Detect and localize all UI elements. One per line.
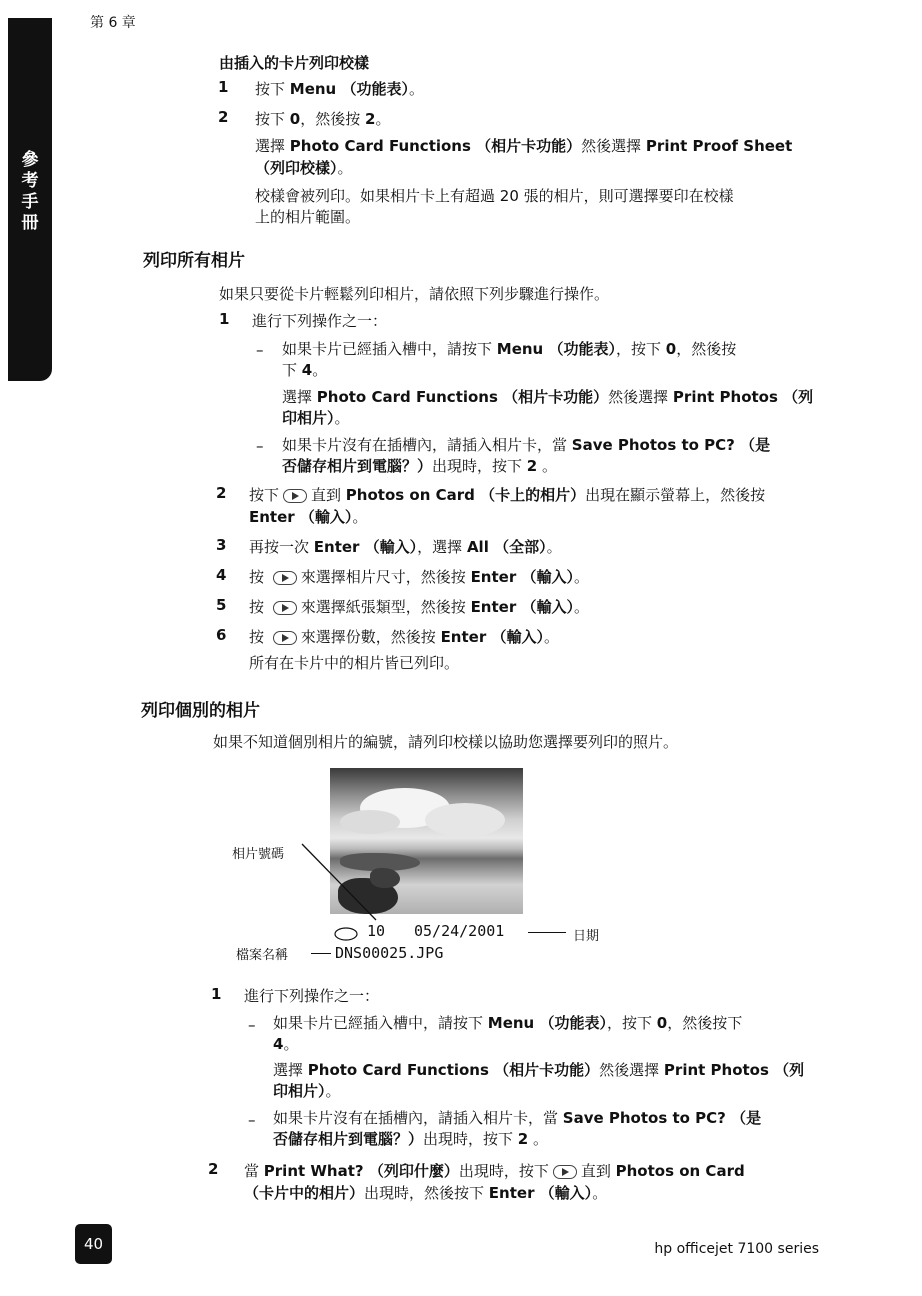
option-text: 4。: [273, 1035, 299, 1053]
section-intro: 如果只要從卡片輕鬆列印相片，請依照下列步驟進行操作。: [219, 285, 610, 303]
option-text: 如果卡片沒有在插槽內，請插入相片卡，當 Save Photos to PC? （是: [282, 436, 771, 454]
step-number: 2: [218, 108, 229, 126]
section-intro: 如果不知道個別相片的編號，請列印校樣以協助您選擇要列印的照片。: [213, 733, 679, 751]
select-circle-icon: [333, 925, 361, 943]
step-text: 按 來選擇紙張類型，然後按 Enter （輸入）。: [249, 598, 589, 616]
date-pointer-line: [528, 932, 566, 933]
footer-product-name: hp officejet 7100 series: [654, 1241, 819, 1257]
option-detail: 選擇 Photo Card Functions （相片卡功能）然後選擇 Print Photos （列: [282, 388, 814, 406]
step-detail: 選擇 Photo Card Functions （相片卡功能）然後選擇 Print Proof Sheet: [255, 137, 793, 155]
step-text: 再按一次 Enter （輸入），選擇 All （全部）。: [249, 538, 562, 556]
step-text: 按下 0，然後按 2。: [255, 110, 391, 128]
option-detail: 印相片）。: [273, 1082, 341, 1100]
section-heading-all: 列印所有相片: [143, 251, 245, 271]
option-text: 否儲存相片到電腦？）出現時，按下 2 。: [273, 1130, 549, 1148]
right-arrow-button-icon: [273, 631, 297, 645]
bullet-dash: –: [248, 1111, 256, 1129]
step-number: 2: [216, 484, 227, 502]
bullet-dash: –: [256, 437, 264, 455]
right-arrow-button-icon: [553, 1165, 577, 1179]
step-number: 1: [218, 78, 229, 96]
step-number: 1: [211, 985, 222, 1003]
photo-number-pointer-line: [296, 840, 386, 930]
step-number: 6: [216, 626, 227, 644]
step-number: 5: [216, 596, 227, 614]
option-detail: 選擇 Photo Card Functions （相片卡功能）然後選擇 Print Photos （列: [273, 1061, 805, 1079]
section-heading-individual: 列印個別的相片: [141, 701, 260, 721]
side-tab-label: 參考手冊: [21, 150, 39, 233]
step-number: 1: [219, 310, 230, 328]
step-text: 進行下列操作之一：: [244, 987, 380, 1005]
label-filename: 檔案名稱: [236, 948, 289, 963]
photo-number-value: 10: [367, 922, 386, 940]
option-text: 如果卡片已經插入槽中，請按下 Menu （功能表），按下 0，然後按: [282, 340, 737, 358]
filename-pointer-line: [311, 953, 331, 954]
option-text: 否儲存相片到電腦？）出現時，按下 2 。: [282, 457, 558, 475]
option-text: 如果卡片已經插入槽中，請按下 Menu （功能表），按下 0，然後按下: [273, 1014, 743, 1032]
option-detail: 印相片）。: [282, 409, 350, 427]
step-text: 按下 直到 Photos on Card （卡上的相片）出現在顯示螢幕上，然後按: [249, 486, 766, 504]
step-text: 當 Print What? （列印什麼）出現時，按下 直到 Photos on Card: [244, 1162, 745, 1180]
step-number: 4: [216, 566, 227, 584]
step-note: 上的相片範圍。: [255, 208, 361, 226]
photo-date-value: 05/24/2001: [414, 922, 505, 940]
step-text: 進行下列操作之一：: [252, 312, 388, 330]
step-number: 2: [208, 1160, 219, 1178]
section-heading-proof: 由插入的卡片列印校樣: [219, 54, 370, 72]
step-text: （卡片中的相片）出現時，然後按下 Enter （輸入）。: [244, 1184, 608, 1202]
step-text: 按下 Menu （功能表）。: [255, 80, 424, 98]
option-text: 如果卡片沒有在插槽內，請插入相片卡，當 Save Photos to PC? （是: [273, 1109, 762, 1127]
step-text: 按 來選擇份數，然後按 Enter （輸入）。: [249, 628, 559, 646]
step-note: 所有在卡片中的相片皆已列印。: [249, 654, 460, 672]
filename-value: DNS00025.JPG: [335, 944, 444, 962]
right-arrow-button-icon: [283, 489, 307, 503]
right-arrow-button-icon: [273, 571, 297, 585]
right-arrow-button-icon: [273, 601, 297, 615]
bullet-dash: –: [248, 1016, 256, 1034]
bullet-dash: –: [256, 341, 264, 359]
label-photo-number: 相片號碼: [232, 847, 285, 862]
option-text: 下 4。: [282, 361, 328, 379]
label-date: 日期: [573, 929, 600, 944]
step-detail: （列印校樣）。: [255, 159, 353, 177]
step-text: 按 來選擇相片尺寸，然後按 Enter （輸入）。: [249, 568, 589, 586]
step-text: Enter （輸入）。: [249, 508, 368, 526]
step-note: 校樣會被列印。如果相片卡上有超過 20 張的相片，則可選擇要印在校樣: [255, 187, 734, 205]
step-number: 3: [216, 536, 227, 554]
page-number: 40: [75, 1224, 112, 1264]
chapter-label: 第 6 章: [90, 15, 136, 31]
